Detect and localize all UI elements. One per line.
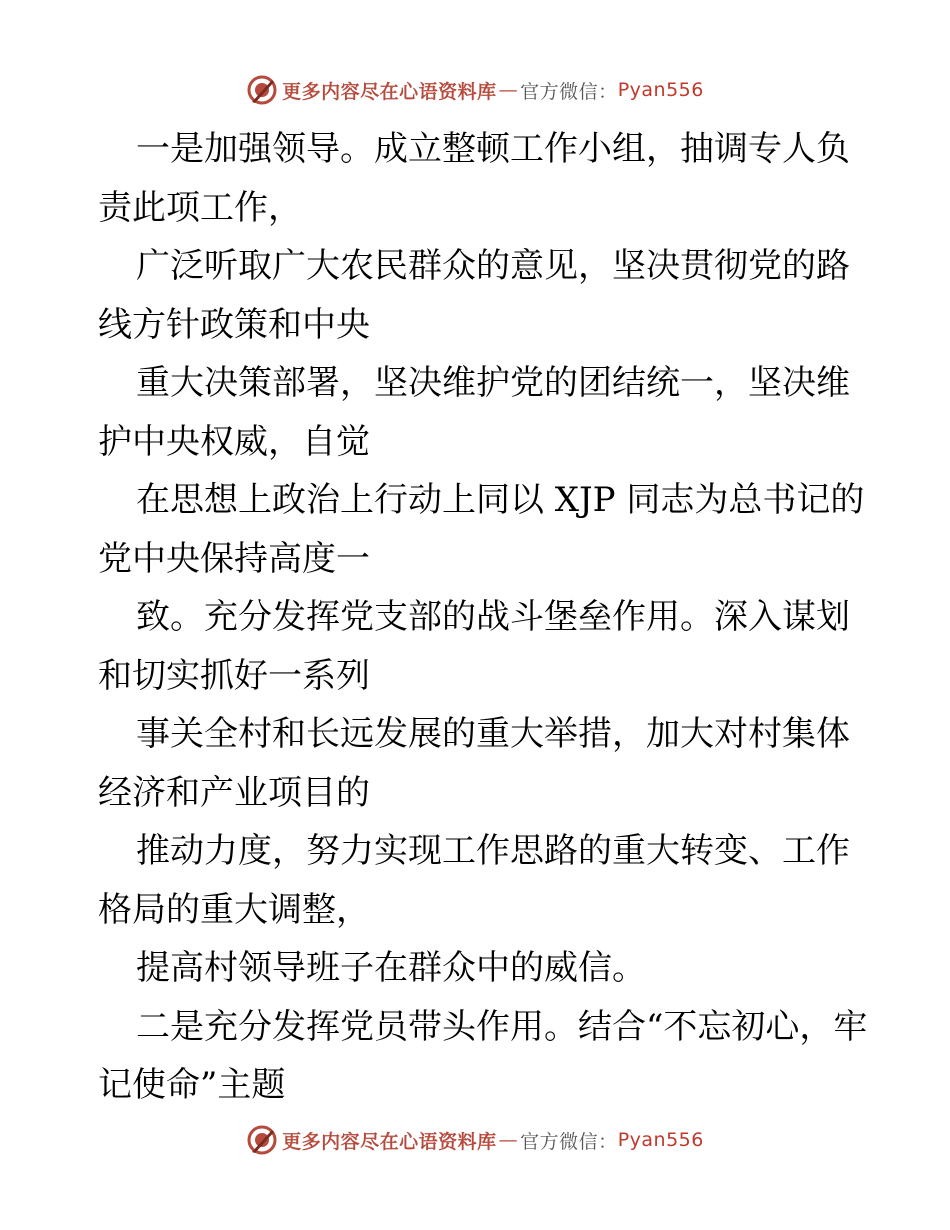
paragraph: 重大决策部署，坚决维护党的团结统一，坚决维护中央权威，自觉 <box>98 363 850 462</box>
banner-wechat-id: Pyan556 <box>617 1129 704 1151</box>
paragraph: 二是充分发挥党员带头作用。结合“不忘初心，牢记使命”主题 <box>98 1006 868 1105</box>
document-body <box>98 120 868 1115</box>
banner-sub-text: 官方微信： <box>520 80 618 103</box>
paragraph: 事关全村和长远发展的重大举措，加大对村集体经济和产业项目的 <box>98 714 850 813</box>
quill-seal-icon <box>246 1124 278 1156</box>
banner-main-text: 更多内容尽在心语资料库 <box>282 1130 497 1153</box>
banner-dash: — <box>498 1129 519 1151</box>
banner-wechat-id: Pyan556 <box>617 79 704 101</box>
banner-dash: — <box>498 79 519 101</box>
banner-sub-text: 官方微信： <box>520 1130 618 1153</box>
paragraph: 一是加强领导。成立整顿工作小组，抽调专人负责此项工作， <box>98 129 850 228</box>
paragraph: 在思想上政治上行动上同以 XJP 同志为总书记的党中央保持高度一 <box>98 480 865 579</box>
quill-seal-icon <box>246 74 278 106</box>
paragraph: 提高村领导班子在群众中的威信。 <box>136 948 646 988</box>
paragraph: 广泛听取广大农民群众的意见，坚决贯彻党的路线方针政策和中央 <box>98 246 850 345</box>
banner-main-text: 更多内容尽在心语资料库 <box>282 80 497 103</box>
header-banner[interactable] <box>0 70 950 110</box>
paragraph: 推动力度，努力实现工作思路的重大转变、工作格局的重大调整， <box>98 831 850 930</box>
footer-banner[interactable] <box>0 1120 950 1160</box>
paragraph: 致。充分发挥党支部的战斗堡垒作用。深入谋划和切实抓好一系列 <box>98 597 850 696</box>
